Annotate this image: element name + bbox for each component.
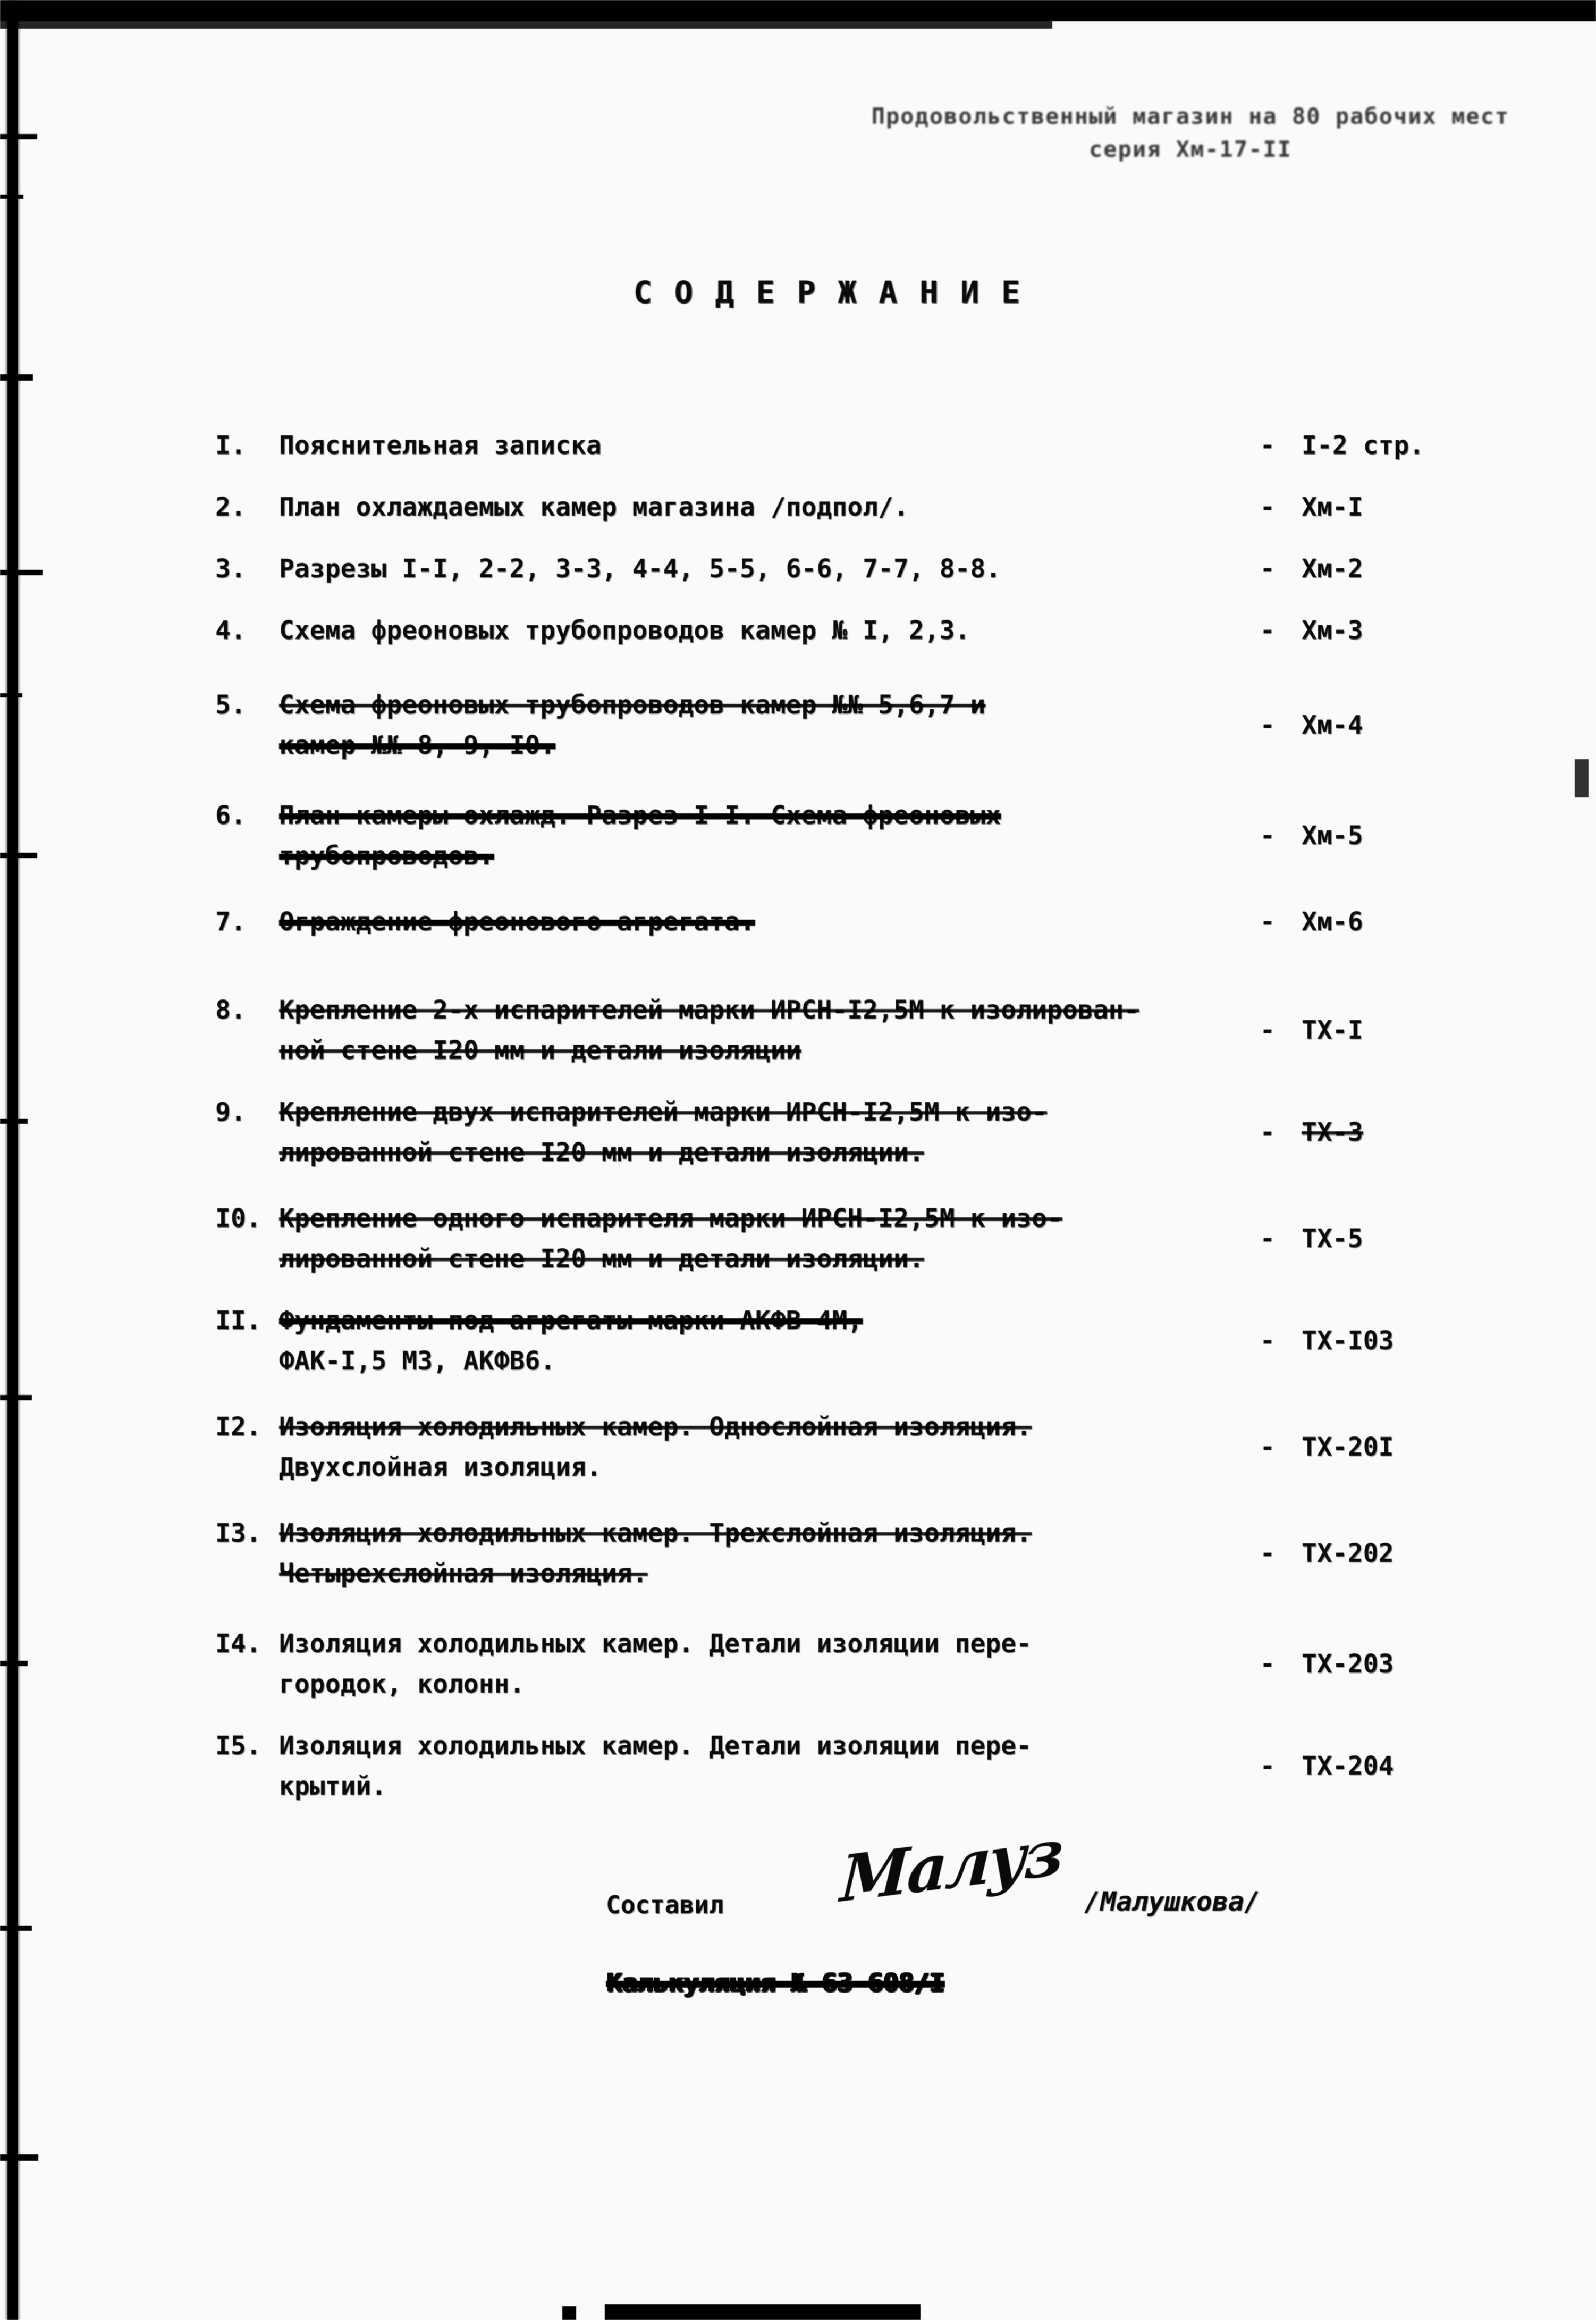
toc-item-sheet-ref: ТХ-202 — [1302, 1539, 1394, 1568]
toc-item-dash: - — [1260, 1432, 1276, 1462]
toc-item-text-line: камер №№ 8, 9, I0. — [279, 730, 556, 760]
toc-item-number: 3. — [215, 554, 246, 584]
toc-item-2 — [215, 487, 1501, 527]
toc-item-text — [279, 685, 1236, 766]
toc-item-text-line: Крепление одного испарителя марки ИРСН-I2,5М к изо- — [279, 1204, 1062, 1233]
toc-item-text — [279, 1300, 1236, 1381]
toc-item-sheet-ref: I-2 стр. — [1302, 431, 1425, 460]
toc-item-text-line: ФАК-I,5 МЗ, АКФВ6. — [279, 1346, 556, 1376]
toc-item-text-line: Схема фреоновых трубопроводов камер №№ 5,6,7 и — [279, 690, 986, 720]
toc-item-dash: - — [1260, 1649, 1276, 1679]
scan-noise-tick — [0, 134, 37, 139]
toc-item-number: I2. — [215, 1412, 261, 1442]
toc-item-sheet-ref: ТХ-204 — [1302, 1751, 1394, 1781]
toc-item-7 — [215, 902, 1501, 942]
compiler-name: /Малушкова/ — [1084, 1886, 1261, 1917]
toc-item-10 — [215, 1198, 1501, 1279]
toc-item-text — [279, 1513, 1236, 1594]
toc-item-sheet-ref: Хм-5 — [1302, 821, 1363, 851]
toc-item-dash: - — [1260, 821, 1276, 851]
toc-item-text-line: Изоляция холодильных камер. Детали изоляции пере- — [279, 1629, 1032, 1659]
scan-border-top-smear — [0, 21, 1052, 29]
toc-item-number: 2. — [215, 492, 246, 522]
toc-item-text — [279, 549, 1236, 589]
toc-item-text-line: Изоляция холодильных камер. Трехслойная изоляция. — [279, 1518, 1032, 1548]
toc-item-sheet-ref: Хм-6 — [1302, 907, 1363, 937]
toc-item-text-line: План камеры охлажд. Разрез I-I. Схема фреоновых — [279, 801, 1001, 830]
toc-item-8 — [215, 990, 1501, 1071]
toc-item-sheet-ref: ТХ-3 — [1302, 1117, 1363, 1147]
voided-reference-line: Калькуляция № 63-608/I — [607, 1968, 945, 1998]
toc-item-text-line: Крепление двух испарителей марки ИРСН-I2,5М к изо- — [279, 1097, 1047, 1127]
toc-item-dash: - — [1260, 616, 1276, 645]
toc-item-dash: - — [1260, 1326, 1276, 1356]
toc-item-number: 4. — [215, 616, 246, 645]
toc-item-text-line: Разрезы I-I, 2-2, 3-3, 4-4, 5-5, 6-6, 7-7, 8-8. — [279, 554, 1001, 584]
toc-item-dash: - — [1260, 710, 1276, 740]
toc-item-sheet-ref: Хм-2 — [1302, 554, 1363, 584]
scan-noise-tick — [0, 1661, 28, 1666]
toc-item-text-line: Фундаменты под агрегаты марки АКФВ-4М, — [279, 1306, 863, 1335]
toc-item-number: II. — [215, 1306, 261, 1335]
toc-item-13 — [215, 1513, 1501, 1594]
toc-item-text-line: Крепление 2-х испарителей марки ИРСН-I2,5М к изолирован- — [279, 995, 1139, 1025]
toc-item-1 — [215, 425, 1501, 466]
toc-item-text-line: городок, колонн. — [279, 1669, 525, 1699]
toc-item-text-line: Схема фреоновых трубопроводов камер № I, 2,3. — [279, 616, 970, 645]
toc-item-number: I4. — [215, 1629, 261, 1659]
toc-item-text — [279, 1726, 1236, 1806]
toc-item-number: 8. — [215, 995, 246, 1025]
toc-item-text — [279, 1198, 1236, 1279]
toc-item-6 — [215, 795, 1501, 876]
scan-noise-tick — [0, 374, 33, 381]
toc-item-text — [279, 902, 1236, 942]
toc-item-15 — [215, 1726, 1501, 1806]
toc-item-number: 5. — [215, 690, 246, 720]
toc-item-dash: - — [1260, 1751, 1276, 1781]
toc-item-dash: - — [1260, 1224, 1276, 1254]
compiled-by-label: Составил — [606, 1890, 724, 1919]
toc-item-dash: - — [1260, 1117, 1276, 1147]
toc-item-dash: - — [1260, 907, 1276, 937]
scan-bottom-dot — [562, 2306, 576, 2320]
toc-item-text-line: Пояснительная записка — [279, 431, 602, 460]
toc-item-sheet-ref: ТХ-203 — [1302, 1649, 1394, 1679]
scan-bottom-smudge — [605, 2304, 921, 2320]
toc-item-text-line: трубопроводов. — [279, 841, 494, 871]
header-line-series: серия Хм-17-II — [1088, 136, 1292, 162]
toc-item-text — [279, 425, 1236, 466]
toc-item-number: 7. — [215, 907, 246, 937]
toc-item-text-line: лированной стене I20 мм и детали изоляции. — [279, 1138, 924, 1167]
toc-item-number: 6. — [215, 801, 246, 830]
toc-item-sheet-ref: Хм-3 — [1302, 616, 1363, 645]
toc-item-number: 9. — [215, 1097, 246, 1127]
toc-item-text — [279, 1624, 1236, 1704]
scan-noise-tick — [0, 1395, 32, 1400]
toc-item-dash: - — [1260, 492, 1276, 522]
scan-noise-tick — [0, 1926, 32, 1931]
toc-item-sheet-ref: ТХ-20I — [1302, 1432, 1394, 1462]
toc-item-sheet-ref: ТХ-I03 — [1302, 1326, 1394, 1356]
document-header — [813, 100, 1568, 166]
scan-border-left — [7, 0, 18, 2320]
toc-item-text — [279, 610, 1236, 651]
scan-noise-tick — [0, 693, 22, 697]
scan-noise-tick — [0, 853, 37, 858]
toc-item-text-line: лированной стене I20 мм и детали изоляции. — [279, 1244, 924, 1274]
toc-item-dash: - — [1260, 554, 1276, 584]
toc-item-text-line: Изоляция холодильных камер. Детали изоляции пере- — [279, 1731, 1032, 1761]
toc-item-sheet-ref: ТХ-5 — [1302, 1224, 1363, 1254]
scan-noise-tick — [0, 195, 23, 199]
toc-item-3 — [215, 549, 1501, 589]
toc-item-sheet-ref: ТХ-I — [1302, 1015, 1363, 1045]
toc-item-text — [279, 990, 1236, 1071]
toc-item-text — [279, 1092, 1236, 1173]
toc-item-14 — [215, 1624, 1501, 1704]
scan-noise-right-mark — [1575, 759, 1589, 797]
toc-item-text-line: Изоляция холодильных камер. Однослойная изоляция. — [279, 1412, 1032, 1442]
toc-item-12 — [215, 1407, 1501, 1487]
scan-border-top — [0, 0, 1596, 21]
toc-list — [215, 425, 1501, 1828]
toc-item-5 — [215, 685, 1501, 766]
toc-item-text-line: План охлаждаемых камер магазина /подпол/. — [279, 492, 909, 522]
toc-item-text — [279, 1407, 1236, 1487]
toc-item-4 — [215, 610, 1501, 651]
toc-item-number: I. — [215, 431, 246, 460]
toc-item-text — [279, 795, 1236, 876]
toc-item-text-line: Двухслойная изоляция. — [279, 1452, 602, 1482]
toc-item-number: I3. — [215, 1518, 261, 1548]
toc-item-dash: - — [1260, 1015, 1276, 1045]
toc-item-number: I0. — [215, 1204, 261, 1233]
scan-noise-tick — [0, 570, 43, 575]
page-title: СОДЕРЖАНИЕ — [634, 274, 1043, 310]
toc-item-text-line: ной стене I20 мм и детали изоляции — [279, 1036, 801, 1065]
toc-item-text-line: Ограждение фреонового агрегата. — [279, 907, 755, 937]
toc-item-text — [279, 487, 1236, 527]
toc-item-sheet-ref: Хм-I — [1302, 492, 1363, 522]
toc-item-text-line: крытий. — [279, 1771, 387, 1801]
toc-item-sheet-ref: Хм-4 — [1302, 710, 1363, 740]
handwritten-signature: Малуз — [838, 1814, 1064, 1917]
scan-noise-tick — [0, 2154, 38, 2161]
toc-item-dash: - — [1260, 1539, 1276, 1568]
toc-item-9 — [215, 1092, 1501, 1173]
toc-item-text-line: Четырехслойная изоляция. — [279, 1559, 648, 1588]
toc-item-dash: - — [1260, 431, 1276, 460]
header-line-project: Продовольственный магазин на 80 рабочих мест — [871, 103, 1510, 129]
toc-item-11 — [215, 1300, 1501, 1381]
scan-noise-tick — [0, 1119, 28, 1124]
toc-item-number: I5. — [215, 1731, 261, 1761]
